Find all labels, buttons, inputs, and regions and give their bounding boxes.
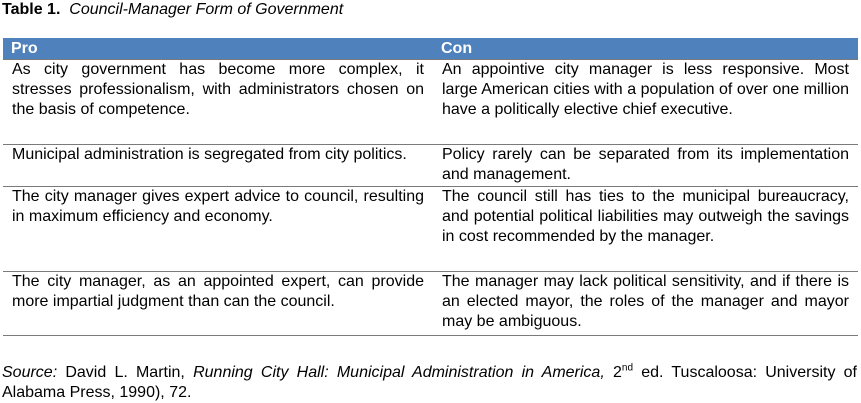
source-note — [2, 363, 857, 403]
table-number: Table 1. — [2, 1, 61, 18]
source-edition-suffix: nd — [621, 362, 634, 374]
header-pro: Pro — [3, 38, 433, 60]
source-author: David L. Martin, — [65, 364, 185, 381]
council-manager-table — [3, 38, 858, 336]
con-cell: The manager may lack political sensitivity, and if there is an elected mayor, the roles of the manager and mayor may be ambiguous. — [433, 272, 858, 336]
header-con: Con — [433, 38, 858, 60]
pro-cell: Municipal administration is segregated from city politics. — [3, 145, 433, 187]
con-cell: The council still has ties to the municipal bureaucracy, and potential political liabilities may outweigh the savings in cost recommended by the manager. — [433, 187, 858, 272]
table-row — [3, 272, 858, 336]
source-edition: 2 — [612, 364, 622, 381]
source-book-title: Running City Hall: Municipal Administration in America, — [193, 364, 605, 381]
source-publisher: ed. Tuscaloosa: University of Alabama Press, 1990), 72. — [2, 364, 858, 401]
table-row — [3, 187, 858, 272]
pro-cell: The city manager, as an appointed expert, can provide more impartial judgment than can the council. — [3, 272, 433, 336]
con-cell: Policy rarely can be separated from its implementation and management. — [433, 145, 858, 187]
con-cell: An appointive city manager is less responsive. Most large American cities with a population of over one million have a politically elective chief executive. — [433, 60, 858, 145]
table-row — [3, 60, 858, 145]
header-row — [3, 38, 858, 60]
table-title: Council-Manager Form of Government — [69, 1, 344, 18]
pro-cell: As city government has become more complex, it stresses professionalism, with administrators chosen on the basis of competence. — [3, 60, 433, 145]
table-caption — [2, 0, 343, 20]
table-row — [3, 145, 858, 187]
source-label: Source: — [2, 364, 58, 381]
pro-cell: The city manager gives expert advice to council, resulting in maximum efficiency and economy. — [3, 187, 433, 272]
